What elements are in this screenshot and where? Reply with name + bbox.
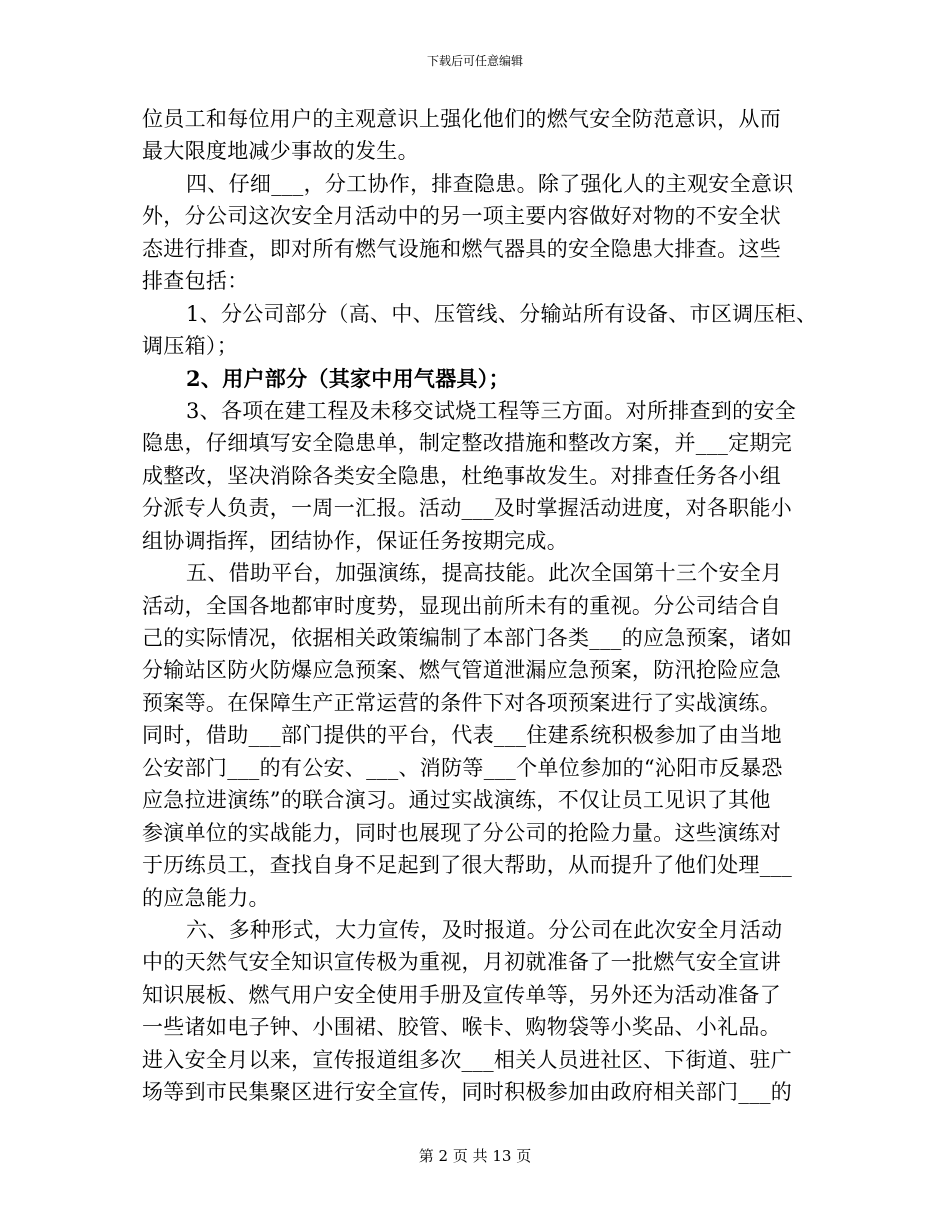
text-line: 分输站区防火防爆应急预案、燃气管道泄漏应急预案，防汛抢险应急 [142,658,781,683]
text-line: 1、分公司部分（高、中、压管线、分输站所有设备、市区调压柜、 [186,301,818,326]
text-line: 排查包括： [142,269,249,294]
text-line: 公安部门___的有公安、___、消防等___个单位参加的“沁阳市反暴恐 [142,755,783,780]
text-line: 态进行排查，即对所有燃气设施和燃气器具的安全隐患大排查。这些 [142,236,781,261]
text-line: 调压箱）； [142,334,238,359]
text-line: 的应急能力。 [142,885,270,910]
text-line: 进入安全月以来，宣传报道组多次___相关人员进社区、下街道、驻广 [142,1047,793,1072]
text-line: 一些诸如电子钟、小围裙、胶管、喉卡、购物袋等小奖品、小礼品。 [142,1015,781,1040]
text-line: 最大限度地减少事故的发生。 [142,139,419,164]
text-line: 参演单位的实战能力，同时也展现了分公司的抢险力量。这些演练对 [142,820,781,845]
text-line: 活动，全国各地都审时度势，显现出前所未有的重视。分公司结合自 [142,593,781,618]
text-line: 四、仔细___，分工协作，排查隐患。除了强化人的主观安全意识 [186,171,794,196]
text-line: 同时，借助___部门提供的平台，代表___住建系统积极参加了由当地 [142,723,782,748]
text-line: 知识展板、燃气用户安全使用手册及宣传单等，另外还为活动准备了 [142,982,781,1007]
text-line: 五、借助平台，加强演练，提高技能。此次全国第十三个安全月 [186,561,783,586]
text-line: 预案等。在保障生产正常运营的条件下对各项预案进行了实战演练。 [142,690,781,715]
text-line: 分派专人负责，一周一汇报。活动___及时掌握活动进度，对各职能小 [142,496,793,521]
text-line: 场等到市民集聚区进行安全宣传，同时积极参加由政府相关部门___的 [142,1080,793,1105]
text-line: 位员工和每位用户的主观意识上强化他们的燃气安全防范意识，从而 [142,107,781,131]
text-line: 应急拉进演练”的联合演习。通过实战演练，不仅让员工见识了其他 [142,788,771,813]
page-footer: 第 2 页 共 13 页 [418,1147,532,1165]
text-line: 3、各项在建工程及未移交试烧工程等三方面。对所排查到的安全 [186,398,797,423]
text-line: 2、用户部分（其家中用气器具）； [186,365,510,391]
text-line: 外，分公司这次安全月活动中的另一项主要内容做好对物的不安全状 [142,204,781,229]
text-line: 中的天然气安全知识宣传极为重视，月初就准备了一批燃气安全宣讲 [142,950,781,975]
text-line: 六、多种形式，大力宣传，及时报道。分公司在此次安全月活动 [186,917,783,942]
text-line: 组协调指挥，团结协作，保证任务按期完成。 [142,528,568,553]
text-line: 成整改，坚决消除各类安全隐患，杜绝事故发生。对排查任务各小组 [142,463,781,488]
text-line: 于历练员工，查找自身不足起到了很大帮助，从而提升了他们处理___ [142,853,793,878]
page-header: 下载后可任意编辑 [426,54,523,68]
text-line: 隐患，仔细填写安全隐患单，制定整改措施和整改方案，并___定期完 [142,431,793,456]
text-line: 己的实际情况，依据相关政策编制了本部门各类___的应急预案，诸如 [142,626,793,650]
document-body [142,103,818,1109]
